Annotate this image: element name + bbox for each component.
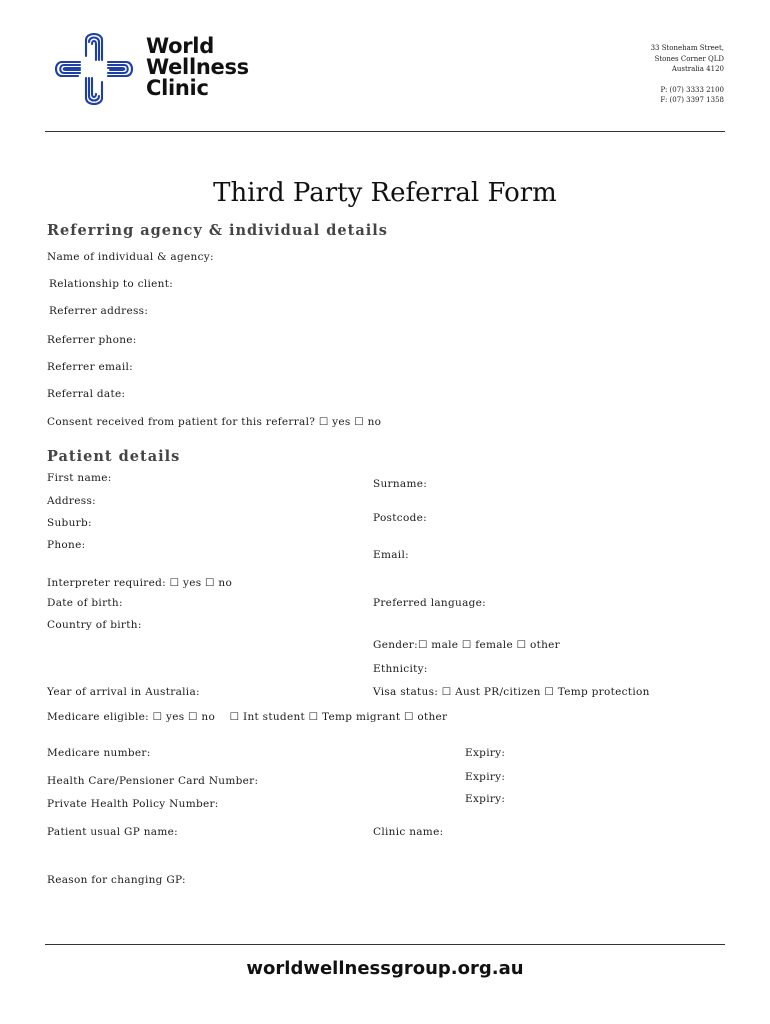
field-label-referrer-address: Referrer address: xyxy=(49,305,149,317)
field-label-referrer-email: Referrer email: xyxy=(47,361,134,373)
medicare-eligible-checkbox-line[interactable]: Medicare eligible: ☐ yes ☐ no ☐ Int student ☐ Temp migrant ☐ other xyxy=(47,711,448,723)
clinic-name-logo xyxy=(146,36,249,99)
field-label-dob: Date of birth: xyxy=(47,597,123,609)
footer-divider xyxy=(45,944,725,945)
clinic-logo-icon xyxy=(52,30,136,108)
field-label-relationship: Relationship to client: xyxy=(49,278,174,290)
phone-line: P: (07) 3333 2100 xyxy=(660,85,724,94)
footer-website-link[interactable]: worldwellnessgroup.org.au xyxy=(246,958,524,979)
header-divider xyxy=(45,131,725,132)
address-line: 33 Stoneham Street, xyxy=(650,44,724,52)
field-label-private-health: Private Health Policy Number: xyxy=(47,798,219,810)
visa-status-checkbox-line[interactable]: Visa status: ☐ Aust PR/citizen ☐ Temp protection xyxy=(373,686,650,698)
field-label-address: Address: xyxy=(47,495,96,507)
field-label-clinic-name: Clinic name: xyxy=(373,826,444,838)
gender-checkbox-line[interactable]: Gender:☐ male ☐ female ☐ other xyxy=(373,639,560,651)
logo-line-2: Wellness xyxy=(146,55,249,79)
clinic-address-block xyxy=(651,43,724,106)
interpreter-checkbox-line[interactable]: Interpreter required: ☐ yes ☐ no xyxy=(47,577,233,589)
field-label-postcode: Postcode: xyxy=(373,512,427,524)
logo-line-3: Clinic xyxy=(146,76,209,100)
field-label-surname: Surname: xyxy=(373,478,428,490)
field-label-referral-date: Referral date: xyxy=(47,388,126,400)
field-label-medicare-expiry: Expiry: xyxy=(465,747,506,759)
field-label-private-health-expiry: Expiry: xyxy=(465,793,506,805)
field-label-medicare-number: Medicare number: xyxy=(47,747,151,759)
consent-checkbox-line[interactable]: Consent received from patient for this referral? ☐ yes ☐ no xyxy=(47,416,382,428)
field-label-email: Email: xyxy=(373,549,409,561)
address-line: Stones Corner QLD xyxy=(654,54,724,63)
field-label-preferred-language: Preferred language: xyxy=(373,597,487,609)
section-heading-referrer: Referring agency & individual details xyxy=(47,222,388,239)
field-label-ethnicity: Ethnicity: xyxy=(373,663,428,675)
field-label-referrer-phone: Referrer phone: xyxy=(47,334,137,346)
field-label-individual-agency: Name of individual & agency: xyxy=(47,251,214,263)
address-line: Australia 4120 xyxy=(671,65,724,73)
field-label-reason-changing-gp: Reason for changing GP: xyxy=(47,874,186,886)
field-label-suburb: Suburb: xyxy=(47,517,92,529)
field-label-phone: Phone: xyxy=(47,539,86,551)
section-heading-patient: Patient details xyxy=(47,448,181,465)
field-label-health-care-card: Health Care/Pensioner Card Number: xyxy=(47,775,259,787)
field-label-year-of-arrival: Year of arrival in Australia: xyxy=(47,686,200,698)
field-label-gp-name: Patient usual GP name: xyxy=(47,826,178,838)
form-title: Third Party Referral Form xyxy=(213,178,557,208)
field-label-health-card-expiry: Expiry: xyxy=(465,771,506,783)
fax-line: F: (07) 3397 1358 xyxy=(660,96,724,104)
field-label-country-of-birth: Country of birth: xyxy=(47,619,142,631)
field-label-first-name: First name: xyxy=(47,472,112,484)
logo-line-1: World xyxy=(146,34,214,58)
